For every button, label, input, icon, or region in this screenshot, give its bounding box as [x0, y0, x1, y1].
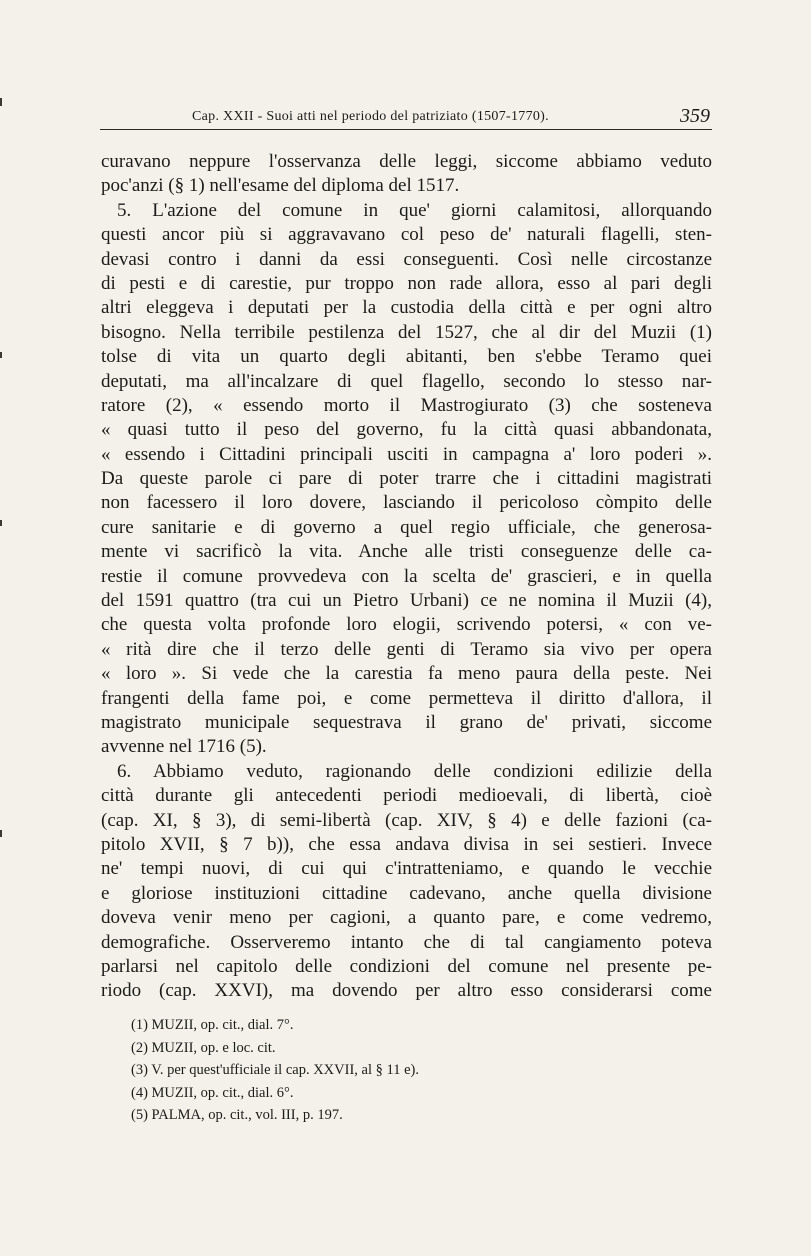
body-text: [101, 150, 712, 1004]
text-line: magistrato municipale sequestrava il grano de' privati, siccome: [101, 711, 712, 733]
text-line: « rità dire che il terzo delle genti di Teramo sia vivo per opera: [101, 638, 712, 660]
text-line: « loro ». Si vede che la carestia fa meno paura della peste. Nei: [101, 663, 712, 685]
text-line: questi ancor più si aggravavano col peso de' naturali flagelli, sten-: [101, 224, 712, 246]
header-rule: [100, 129, 712, 130]
text-line: bisogno. Nella terribile pestilenza del 1527, che al dir del Muzii (1): [101, 321, 712, 343]
text-line: curavano neppure l'osservanza delle leggi, siccome abbiamo veduto: [101, 151, 712, 172]
text-line: restie il comune provvedeva con la scelta de' grascieri, e in quella: [101, 565, 712, 587]
text-line: demografiche. Osserveremo intanto che di tal cangiamento poteva: [101, 931, 712, 953]
text-line: 5. L'azione del comune in que' giorni calamitosi, allorquando: [117, 199, 712, 221]
text-line: frangenti della fame poi, e come permetteva il diritto d'allora, il: [101, 687, 712, 709]
text-line: città durante gli antecedenti periodi medioevali, di libertà, cioè: [101, 785, 712, 807]
text-line: e gloriose instituzioni cittadine cadevano, anche quella divisione: [101, 882, 712, 904]
text-line: mente vi sacrificò la vita. Anche alle tristi conseguenze delle ca-: [101, 541, 712, 563]
text-line: cure sanitarie e di governo a quel regio ufficiale, che generosa-: [101, 516, 712, 538]
footnote: (3) V. per quest'ufficiale il cap. XXVII, al § 11 e).: [131, 1062, 419, 1078]
footnote: (2) MUZII, op. e loc. cit.: [131, 1039, 276, 1056]
running-title: Cap. XXII - Suoi atti nel periodo del patriziato (1507-1770).: [192, 109, 549, 124]
page-number: 359: [680, 105, 710, 127]
running-header: [100, 97, 712, 127]
left-edge-mark: [0, 520, 2, 526]
text-line: riodo (cap. XXVI), ma dovendo per altro esso considerarsi come: [101, 980, 712, 1002]
left-edge-mark: [0, 830, 2, 837]
text-line: (cap. XI, § 3), di semi-libertà (cap. XIV, § 4) e delle fazioni (ca-: [101, 809, 712, 831]
text-line: di pesti e di carestie, pur troppo non rade allora, esso al pari degli: [101, 272, 712, 294]
footnote: (4) MUZII, op. cit., dial. 6°.: [131, 1084, 294, 1101]
text-line: avvenne nel 1716 (5).: [101, 736, 267, 758]
text-line: tolse di vita un quarto degli abitanti, ben s'ebbe Teramo quei: [101, 346, 712, 368]
text-line: parlarsi nel capitolo delle condizioni del comune nel presente pe-: [101, 955, 712, 977]
footnote: (5) PALMA, op. cit., vol. III, p. 197.: [131, 1107, 343, 1123]
left-edge-mark: [0, 98, 2, 106]
text-line: altri eleggeva i deputati per la custodia della città e per ogni altro: [101, 297, 712, 319]
text-line: ne' tempi nuovi, di cui qui c'intratteniamo, e quando le vecchie: [101, 858, 712, 880]
text-line: poc'anzi (§ 1) nell'esame del diploma del 1517.: [101, 175, 460, 197]
text-line: non facessero il loro dovere, lasciando il pericoloso còmpito delle: [101, 492, 712, 514]
text-line: doveva venir meno per cagioni, a quanto pare, e come vedremo,: [101, 907, 712, 929]
footnote: (1) MUZII, op. cit., dial. 7°.: [131, 1017, 294, 1033]
text-line: 6. Abbiamo veduto, ragionando delle condizioni edilizie della: [117, 760, 712, 782]
text-line: Da queste parole ci pare di poter trarre che i cittadini magistrati: [101, 468, 712, 490]
left-edge-mark: [0, 352, 2, 358]
footnotes: [131, 1014, 671, 1127]
text-line: devasi contro i danni da essi conseguenti. Così nelle circostanze: [101, 248, 712, 270]
text-line: « quasi tutto il peso del governo, fu la città quasi abbandonata,: [101, 419, 712, 441]
text-line: pitolo XVII, § 7 b)), che essa andava divisa in sei sestieri. Invece: [101, 833, 712, 855]
text-line: del 1591 quattro (tra cui un Pietro Urbani) ce ne nomina il Muzii (4),: [101, 590, 712, 612]
text-line: deputati, ma all'incalzare di quel flagello, secondo lo stesso nar-: [101, 370, 712, 392]
text-line: « essendo i Cittadini principali usciti in campagna a' loro poderi ».: [101, 443, 712, 465]
text-line: che questa volta profonde loro elogii, scrivendo potersi, « con ve-: [101, 614, 712, 636]
text-line: ratore (2), « essendo morto il Mastrogiurato (3) che sosteneva: [101, 394, 712, 416]
